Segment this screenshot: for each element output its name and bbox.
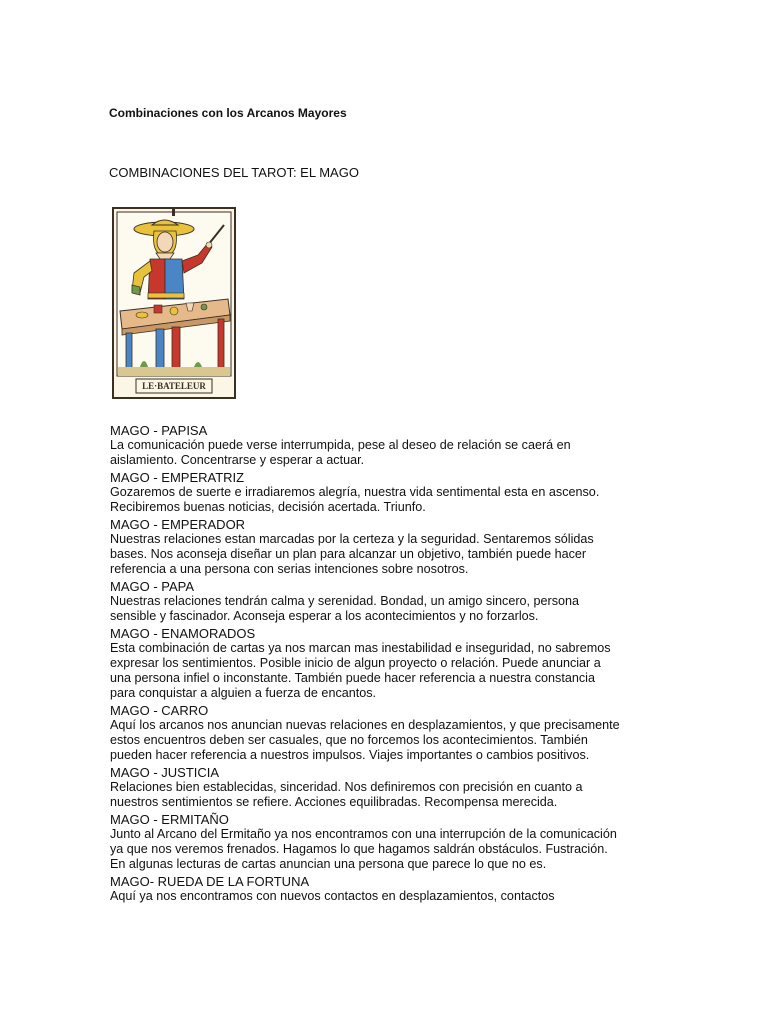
combination-heading: MAGO - ERMITAÑO: [110, 812, 229, 827]
combination-description-line: referencia a una persona con serias intenciones sobre nosotros.: [110, 562, 469, 576]
combination-entry: [110, 812, 670, 872]
combination-entry: [110, 874, 670, 904]
document-title: Combinaciones con los Arcanos Mayores: [109, 106, 347, 120]
combination-entry: [110, 517, 670, 577]
combination-description-line: expresar los sentimientos. Posible inicio de algun proyecto o relación. Puede anunciar a: [110, 656, 601, 670]
combination-description-line: estos encuentros deben ser casuales, que no forcemos los acontecimientos. También: [110, 733, 588, 747]
combination-heading: MAGO- RUEDA DE LA FORTUNA: [110, 874, 310, 889]
combination-heading: MAGO - JUSTICIA: [110, 765, 220, 780]
combination-description-line: En algunas lecturas de cartas anuncian una persona que parece lo que no es.: [110, 857, 547, 871]
magician-card-illustration: [112, 207, 236, 399]
combination-entry: [110, 470, 670, 515]
combination-heading: MAGO - CARRO: [110, 703, 209, 718]
combination-entry: [110, 423, 670, 468]
tarot-card-image: [112, 207, 236, 399]
combination-entry: [110, 703, 670, 763]
combination-heading: MAGO - EMPERATRIZ: [110, 470, 245, 485]
combination-entry: [110, 765, 670, 810]
combination-description-line: Nuestras relaciones estan marcadas por la certeza y la seguridad. Sentaremos sólidas: [110, 532, 594, 546]
combination-description-line: aislamiento. Concentrarse y esperar a actuar.: [110, 453, 365, 467]
combination-description-line: sensible y fascinador. Aconseja esperar a los acontecimientos y no forzarlos.: [110, 609, 539, 623]
combination-entry: [110, 579, 670, 624]
combination-description-line: para conquistar a alguien a fuerza de encantos.: [110, 686, 377, 700]
combination-heading: MAGO - PAPISA: [110, 423, 208, 438]
card-caption: LE·BATELEUR: [142, 381, 206, 391]
combination-heading: MAGO - ENAMORADOS: [110, 626, 256, 641]
combination-description-line: nuestros sentimientos se refiere. Acciones equilibradas. Recompensa merecida.: [110, 795, 558, 809]
combination-description-line: Recibiremos buenas noticias, decisión acertada. Triunfo.: [110, 500, 426, 514]
combination-description-line: La comunicación puede verse interrumpida, pese al deseo de relación se caerá en: [110, 438, 571, 452]
combination-description-line: Nuestras relaciones tendrán calma y serenidad. Bondad, un amigo sincero, persona: [110, 594, 580, 608]
combination-description-line: Aquí los arcanos nos anuncian nuevas relaciones en desplazamientos, y que precisamente: [110, 718, 620, 732]
combination-description-line: Esta combinación de cartas ya nos marcan mas inestabilidad e inseguridad, no sabremos: [110, 641, 611, 655]
combination-description-line: ya que nos veremos frenados. Hagamos lo que hagamos saldrán obstáculos. Fustración.: [110, 842, 608, 856]
combination-description-line: Aquí ya nos encontramos con nuevos contactos en desplazamientos, contactos: [110, 889, 555, 903]
section-title: COMBINACIONES DEL TAROT: EL MAGO: [109, 165, 359, 180]
combination-heading: MAGO - EMPERADOR: [110, 517, 246, 532]
combination-entry: [110, 626, 670, 701]
combination-description-line: pueden hacer referencia a nuestros impulsos. Viajes importantes o cambios positivos.: [110, 748, 590, 762]
combinations-list: [110, 423, 670, 906]
combination-description-line: Gozaremos de suerte e irradiaremos alegría, nuestra vida sentimental esta en ascenso.: [110, 485, 600, 499]
combination-description-line: Junto al Arcano del Ermitaño ya nos encontramos con una interrupción de la comunicación: [110, 827, 617, 841]
combination-heading: MAGO - PAPA: [110, 579, 195, 594]
combination-description-line: Relaciones bien establecidas, sinceridad. Nos definiremos con precisión en cuanto a: [110, 780, 583, 794]
combination-description-line: una persona infiel o inconstante. También puede hacer referencia a nuestra constancia: [110, 671, 595, 685]
combination-description-line: bases. Nos aconseja diseñar un plan para alcanzar un objetivo, también puede hacer: [110, 547, 587, 561]
